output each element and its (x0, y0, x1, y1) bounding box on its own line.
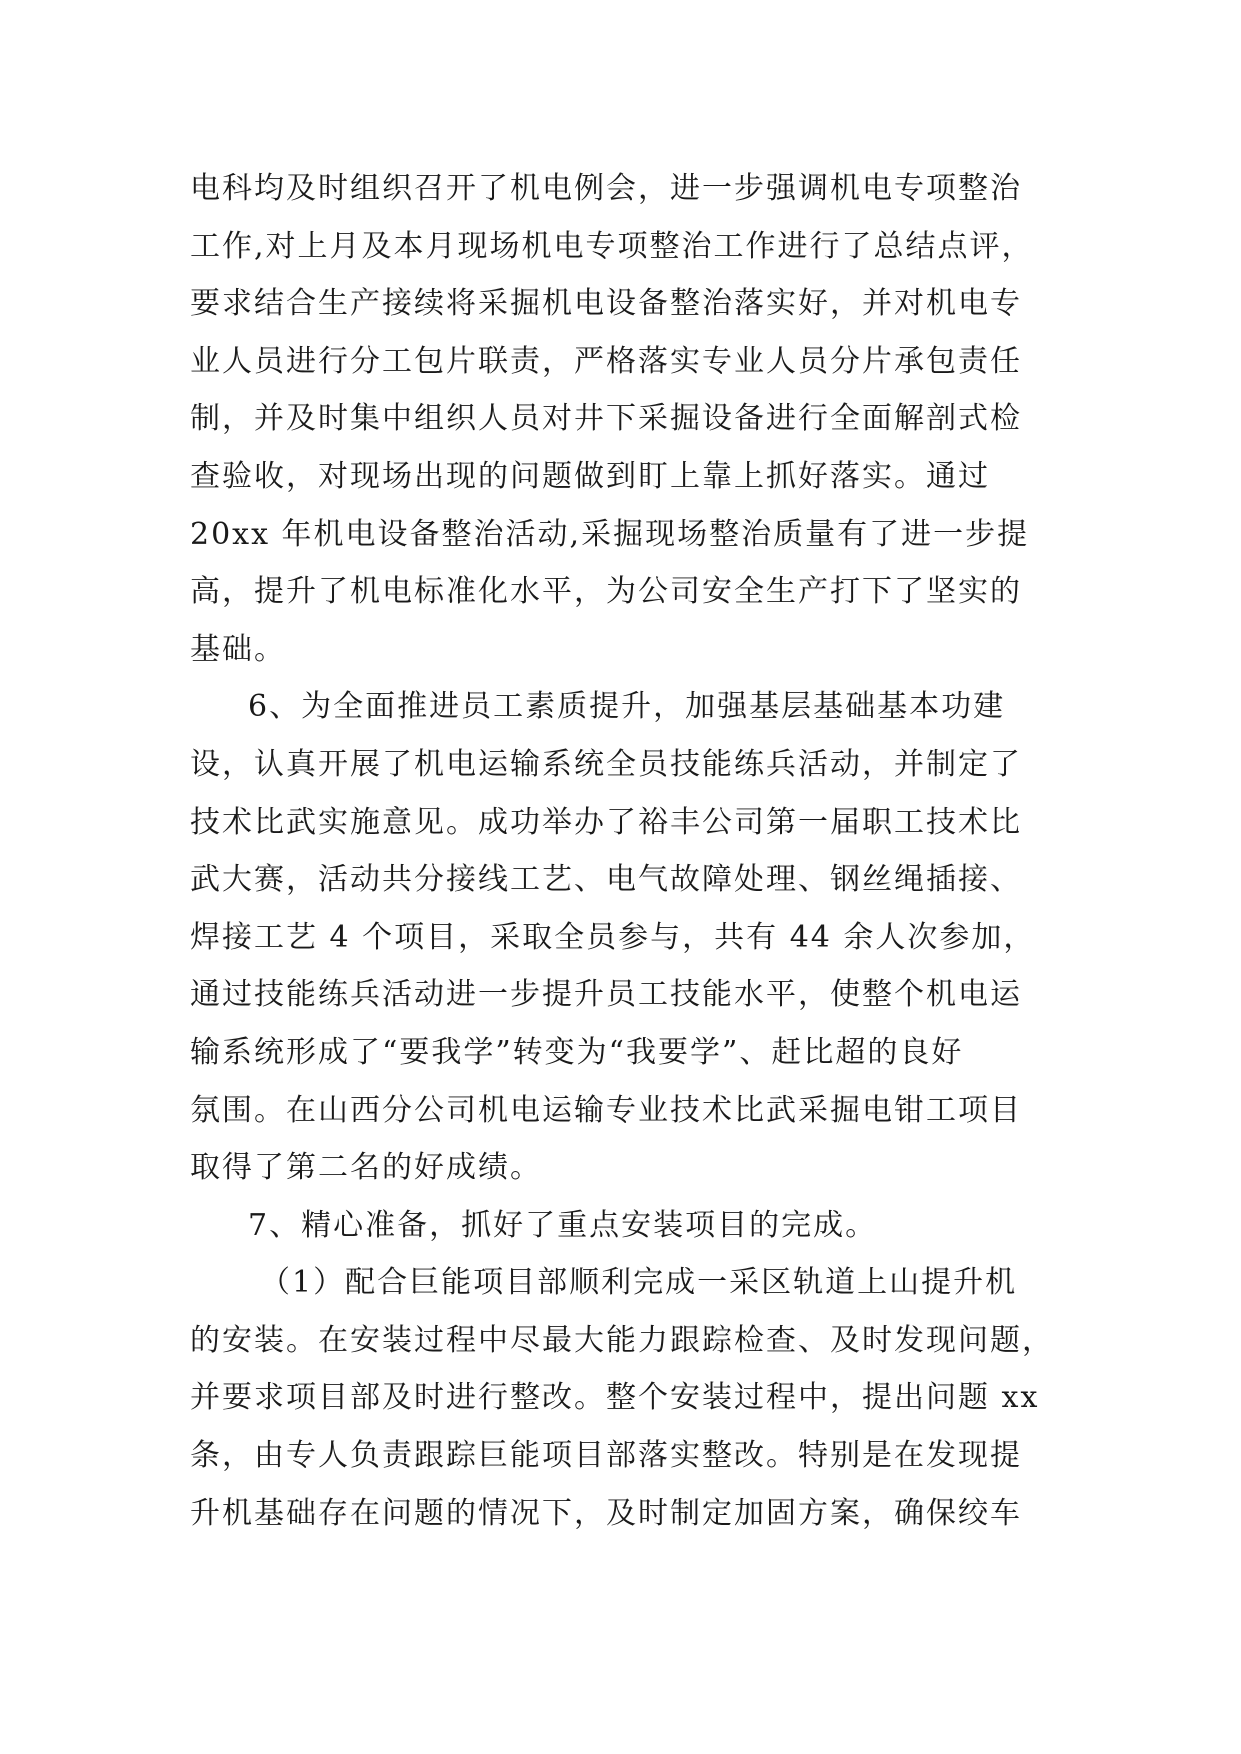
paragraph-start-line: （1）配合巨能项目部顺利完成一采区轨道上山提升机 (260, 1265, 1018, 1301)
text-line: 氛围。在山西分公司机电运输专业技术比武采掘电钳工项目 (190, 1092, 1022, 1128)
text-line: 并要求项目部及时进行整改。整个安装过程中，提出问题 xx (190, 1380, 1040, 1416)
text-line: 条，由专人负责跟踪巨能项目部落实整改。特别是在发现提 (190, 1438, 1022, 1474)
text-line: 技术比武实施意见。成功举办了裕丰公司第一届职工技术比 (190, 804, 1022, 840)
text-line: 设，认真开展了机电运输系统全员技能练兵活动，并制定了 (190, 746, 1022, 782)
text-line: 焊接工艺 4 个项目，采取全员参与，共有 44 余人次参加， (190, 919, 1036, 955)
text-line: 20xx 年机电设备整治活动,采掘现场整治质量有了进一步提 (190, 516, 1030, 552)
text-line: 业人员进行分工包片联责，严格落实专业人员分片承包责任 (190, 343, 1022, 379)
body-text (190, 160, 1090, 1542)
paragraph-start-line: 6、为全面推进员工素质提升，加强基层基础基本功建 (248, 689, 1006, 725)
text-line: 高，提升了机电标准化水平，为公司安全生产打下了坚实的 (190, 574, 1022, 610)
text-line: 工作,对上月及本月现场机电专项整治工作进行了总结点评， (190, 228, 1034, 264)
text-line: 升机基础存在问题的情况下，及时制定加固方案，确保绞车 (190, 1495, 1022, 1531)
text-line: 武大赛，活动共分接线工艺、电气故障处理、钢丝绳插接、 (190, 862, 1022, 898)
text-line: 的安装。在安装过程中尽最大能力跟踪检查、及时发现问题， (190, 1322, 1054, 1358)
text-line: 要求结合生产接续将采掘机电设备整治落实好，并对机电专 (190, 286, 1022, 322)
text-line: 电科均及时组织召开了机电例会，进一步强调机电专项整治 (190, 171, 1022, 206)
text-line: 通过技能练兵活动进一步提升员工技能水平，使整个机电运 (190, 977, 1022, 1013)
text-line: 基础。 (190, 631, 286, 667)
text-line: 查验收，对现场出现的问题做到盯上靠上抓好落实。通过 (190, 458, 990, 494)
text-line: 取得了第二名的好成绩。 (190, 1150, 542, 1186)
text-line: 输系统形成了“要我学”转变为“我要学”、赶比超的良好 (190, 1034, 964, 1070)
paragraph-start-line: 7、精心准备，抓好了重点安装项目的完成。 (248, 1207, 878, 1243)
text-line: 制，并及时集中组织人员对井下采掘设备进行全面解剖式检 (190, 401, 1022, 437)
